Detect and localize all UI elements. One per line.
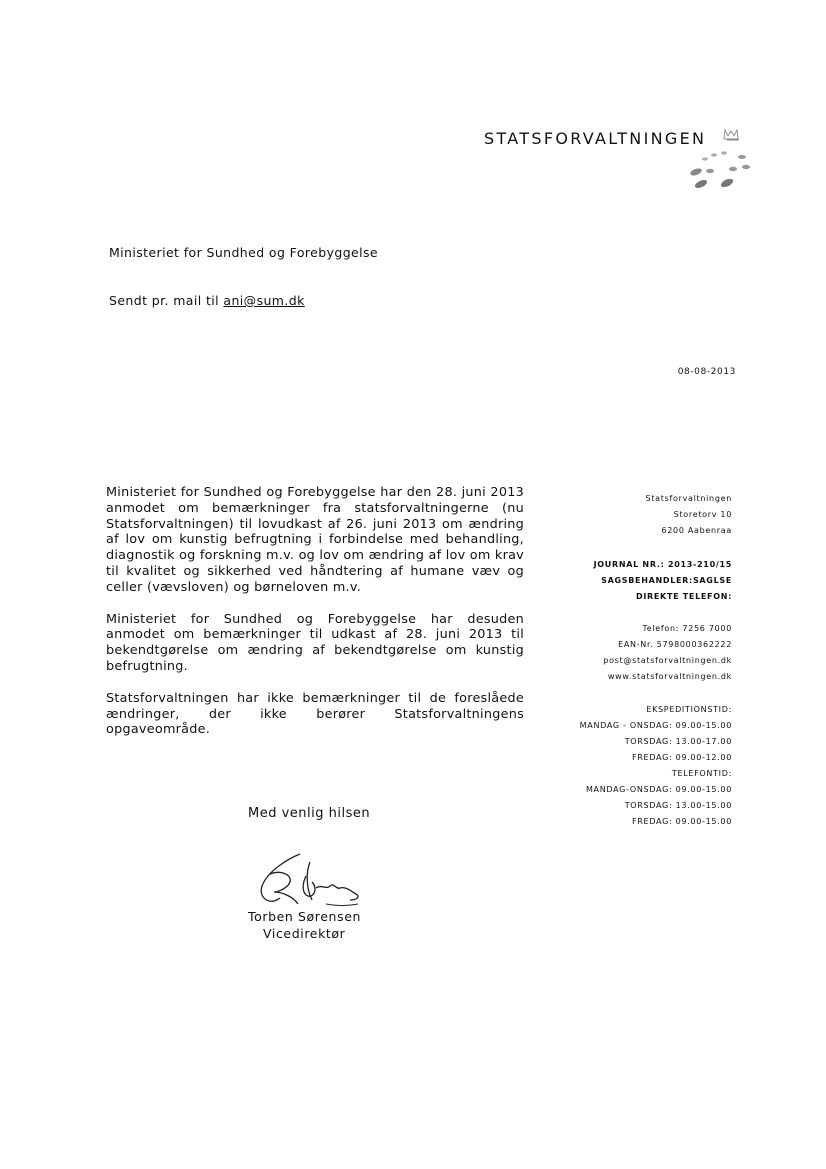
sidebar-phone: Telefon: 7256 7000 <box>642 624 732 633</box>
sent-line <box>109 293 305 308</box>
sidebar-address-name: Statsforvaltningen <box>645 494 732 503</box>
letter-body <box>106 485 524 754</box>
letter-date: 08-08-2013 <box>677 367 736 377</box>
sidebar-journal-number: JOURNAL NR.: 2013-210/15 <box>593 560 732 569</box>
body-paragraph: Ministeriet for Sundhed og Forebyggelse har den 28. juni 2013 anmodet om bemærkninger fra statsforvaltningerne (nu Statsforvaltningen) til lovudkast af 26. juni 2013 om ændring af lov om kunstig befrugtning i forbindelse med behandling, diagnostik og forskning m.v. og lov om ændring af lov om krav til kvalitet og sikkerhed ved håndtering af humane væv og celler (vævsloven) og børneloven m.v. <box>106 485 524 595</box>
sidebar-office-hours-fri: FREDAG: 09.00-12.00 <box>632 753 732 762</box>
signer-name: Torben Sørensen <box>248 909 362 924</box>
sidebar-email[interactable]: post@statsforvaltningen.dk <box>603 656 732 665</box>
sidebar-office-hours-title: EKSPEDITIONSTID: <box>646 705 732 714</box>
sidebar-phone-hours-fri: FREDAG: 09.00-15.00 <box>632 817 732 826</box>
sidebar-website[interactable]: www.statsforvaltningen.dk <box>607 672 732 681</box>
recipient-email-link[interactable]: ani@sum.dk <box>223 293 305 308</box>
body-paragraph: Statsforvaltningen har ikke bemærkninger til de foreslåede ændringer, der ikke berører Statsforvaltningens opgaveområde. <box>106 690 524 738</box>
sidebar-address-street: Storetorv 10 <box>673 510 732 519</box>
sidebar-office-hours-thu: TORSDAG: 13.00-17.00 <box>624 737 732 746</box>
handwritten-signature <box>240 848 380 910</box>
body-paragraph: Ministeriet for Sundhed og Forebyggelse har desuden anmodet om bemærkninger til udkast af 28. juni 2013 til bekendtgørelse om ændring af bekendtgørelse om kunstig befrugtning. <box>106 611 524 674</box>
sidebar-direct-phone: DIREKTE TELEFON: <box>636 592 732 601</box>
sidebar-ean: EAN-Nr. 5798000362222 <box>618 640 732 649</box>
signer-title: Vicedirektør <box>263 926 346 941</box>
crown-dots-logo-icon <box>683 124 755 196</box>
closing-greeting: Med venlig hilsen <box>248 806 371 821</box>
recipient-name: Ministeriet for Sundhed og Forebyggelse <box>109 245 378 260</box>
sent-prefix: Sendt pr. mail til <box>109 293 220 308</box>
org-name: STATSFORVALTNINGEN <box>484 129 707 148</box>
sidebar-case-handler: SAGSBEHANDLER:SAGLSE <box>601 576 732 585</box>
sidebar-phone-hours-thu: TORSDAG: 13.00-15.00 <box>624 801 732 810</box>
sidebar-address-city: 6200 Aabenraa <box>661 526 732 535</box>
sidebar-phone-hours-mon-wed: MANDAG-ONSDAG: 09.00-15.00 <box>585 785 732 794</box>
sidebar-phone-hours-title: TELEFONTID: <box>671 769 732 778</box>
sidebar-office-hours-mon-wed: MANDAG - ONSDAG: 09.00-15.00 <box>579 721 732 730</box>
